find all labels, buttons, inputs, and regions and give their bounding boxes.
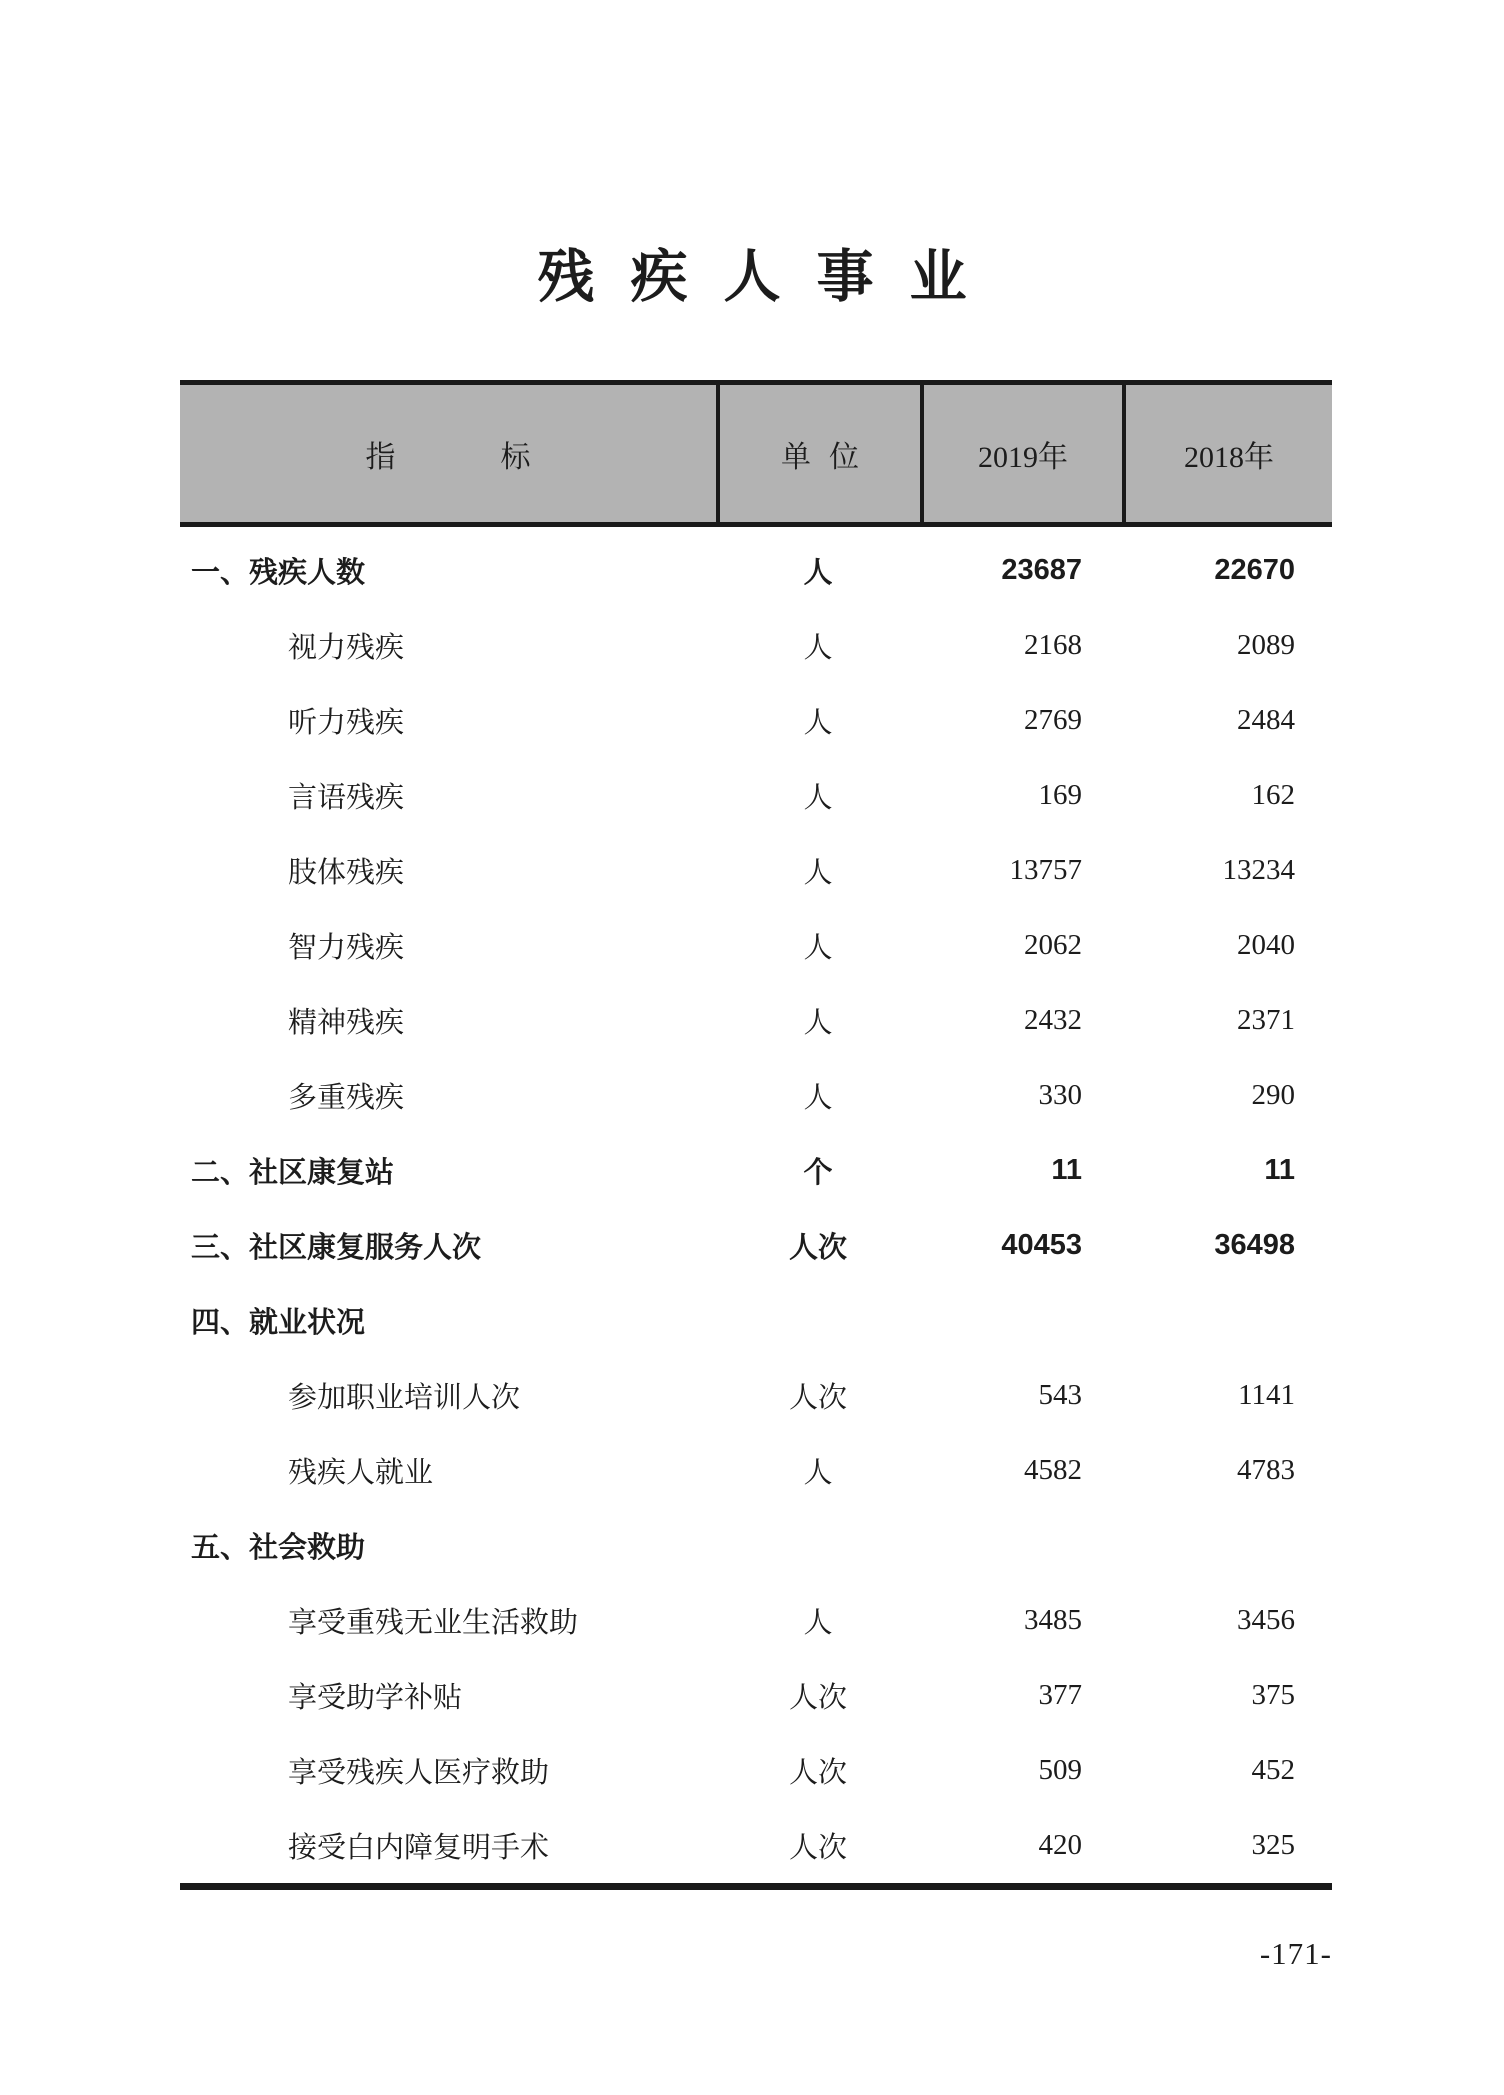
table-body [180, 527, 1332, 1890]
row-value-2018: 1141 [1238, 1379, 1295, 1411]
row-value-2018: 162 [1251, 779, 1295, 811]
row-value-2018: 2040 [1237, 929, 1295, 961]
header-cell-indicator [180, 385, 716, 522]
row-unit: 人次 [788, 1382, 847, 1414]
row-value-2019: 2432 [1024, 1004, 1082, 1036]
row-label: 精神残疾 [288, 1007, 405, 1039]
row-value-2018: 375 [1251, 1679, 1295, 1711]
row-unit: 人 [803, 707, 833, 739]
row-value-2019: 377 [1038, 1679, 1082, 1711]
table-row [180, 908, 1332, 983]
row-value-2018: 11 [1264, 1154, 1295, 1186]
header-label-2019: 2019年 [978, 440, 1068, 474]
row-unit: 人次 [788, 1832, 847, 1864]
row-unit: 人次 [788, 1232, 847, 1264]
table-row [180, 683, 1332, 758]
table-row [180, 1733, 1332, 1808]
table-row [180, 1358, 1332, 1433]
table-row [180, 1433, 1332, 1508]
row-label: 言语残疾 [288, 782, 405, 814]
row-value-2019: 11 [1051, 1154, 1082, 1186]
row-label: 享受重残无业生活救助 [288, 1607, 579, 1639]
table-row [180, 1583, 1332, 1658]
row-label: 肢体残疾 [288, 857, 405, 889]
row-value-2019: 543 [1038, 1379, 1082, 1411]
row-label: 一、残疾人数 [191, 557, 366, 589]
header-label-indicator: 指标 [365, 440, 636, 474]
row-value-2018: 2089 [1237, 629, 1295, 661]
table-row [180, 608, 1332, 683]
row-value-2018: 13234 [1222, 854, 1295, 886]
row-unit: 人 [803, 932, 833, 964]
table-row [180, 983, 1332, 1058]
row-label: 二、社区康复站 [191, 1157, 395, 1189]
row-unit: 人次 [788, 1757, 847, 1789]
row-value-2019: 2168 [1024, 629, 1082, 661]
row-value-2018: 2371 [1237, 1004, 1295, 1036]
row-label: 三、社区康复服务人次 [191, 1232, 482, 1264]
row-value-2019: 13757 [1009, 854, 1082, 886]
row-value-2019: 3485 [1024, 1604, 1082, 1636]
row-label: 智力残疾 [288, 932, 405, 964]
row-label: 五、社会救助 [191, 1532, 366, 1564]
row-label: 接受白内障复明手术 [288, 1832, 550, 1864]
row-label: 参加职业培训人次 [288, 1382, 521, 1414]
row-unit: 人 [803, 1457, 833, 1489]
page-title: 残疾人事业 [537, 246, 1003, 309]
table-row [180, 1058, 1332, 1133]
table-header-row [180, 380, 1332, 527]
header-label-2018: 2018年 [1184, 440, 1274, 474]
row-label: 多重残疾 [288, 1082, 405, 1114]
table-row [180, 1508, 1332, 1583]
row-value-2018: 452 [1251, 1754, 1295, 1786]
row-unit: 人 [803, 632, 833, 664]
row-value-2019: 509 [1038, 1754, 1082, 1786]
row-value-2018: 22670 [1214, 554, 1295, 586]
table-row [180, 758, 1332, 833]
table-row [180, 533, 1332, 608]
row-unit: 人 [803, 1007, 833, 1039]
row-unit: 个 [803, 1157, 833, 1189]
row-label: 视力残疾 [288, 632, 405, 664]
table-row [180, 1658, 1332, 1733]
row-value-2019: 23687 [1001, 554, 1082, 586]
row-label: 残疾人就业 [288, 1457, 434, 1489]
row-value-2018: 2484 [1237, 704, 1295, 736]
row-value-2019: 2062 [1024, 929, 1082, 961]
header-cell-2018 [1122, 385, 1332, 522]
row-value-2018: 36498 [1214, 1229, 1295, 1261]
row-value-2018: 3456 [1237, 1604, 1295, 1636]
table-row [180, 1133, 1332, 1208]
row-value-2018: 4783 [1237, 1454, 1295, 1486]
row-value-2019: 40453 [1001, 1229, 1082, 1261]
row-label: 享受助学补贴 [288, 1682, 463, 1714]
row-value-2019: 169 [1038, 779, 1082, 811]
table-row [180, 1808, 1332, 1883]
page-number: -171- [1259, 1936, 1332, 1971]
row-unit: 人 [803, 782, 833, 814]
header-cell-2019 [920, 385, 1122, 522]
table-row [180, 1283, 1332, 1358]
row-unit: 人次 [788, 1682, 847, 1714]
row-value-2019: 4582 [1024, 1454, 1082, 1486]
table-row [180, 1208, 1332, 1283]
row-label: 听力残疾 [288, 707, 405, 739]
row-value-2018: 325 [1251, 1829, 1295, 1861]
row-value-2019: 2769 [1024, 704, 1082, 736]
row-label: 四、就业状况 [191, 1307, 366, 1339]
row-unit: 人 [803, 1607, 833, 1639]
header-label-unit: 单位 [781, 440, 877, 474]
row-unit: 人 [803, 557, 833, 589]
row-value-2018: 290 [1251, 1079, 1295, 1111]
row-value-2019: 330 [1038, 1079, 1082, 1111]
row-value-2019: 420 [1038, 1829, 1082, 1861]
row-unit: 人 [803, 857, 833, 889]
statistics-table [180, 380, 1332, 1890]
table-row [180, 833, 1332, 908]
row-unit: 人 [803, 1082, 833, 1114]
row-label: 享受残疾人医疗救助 [288, 1757, 550, 1789]
header-cell-unit [716, 385, 920, 522]
